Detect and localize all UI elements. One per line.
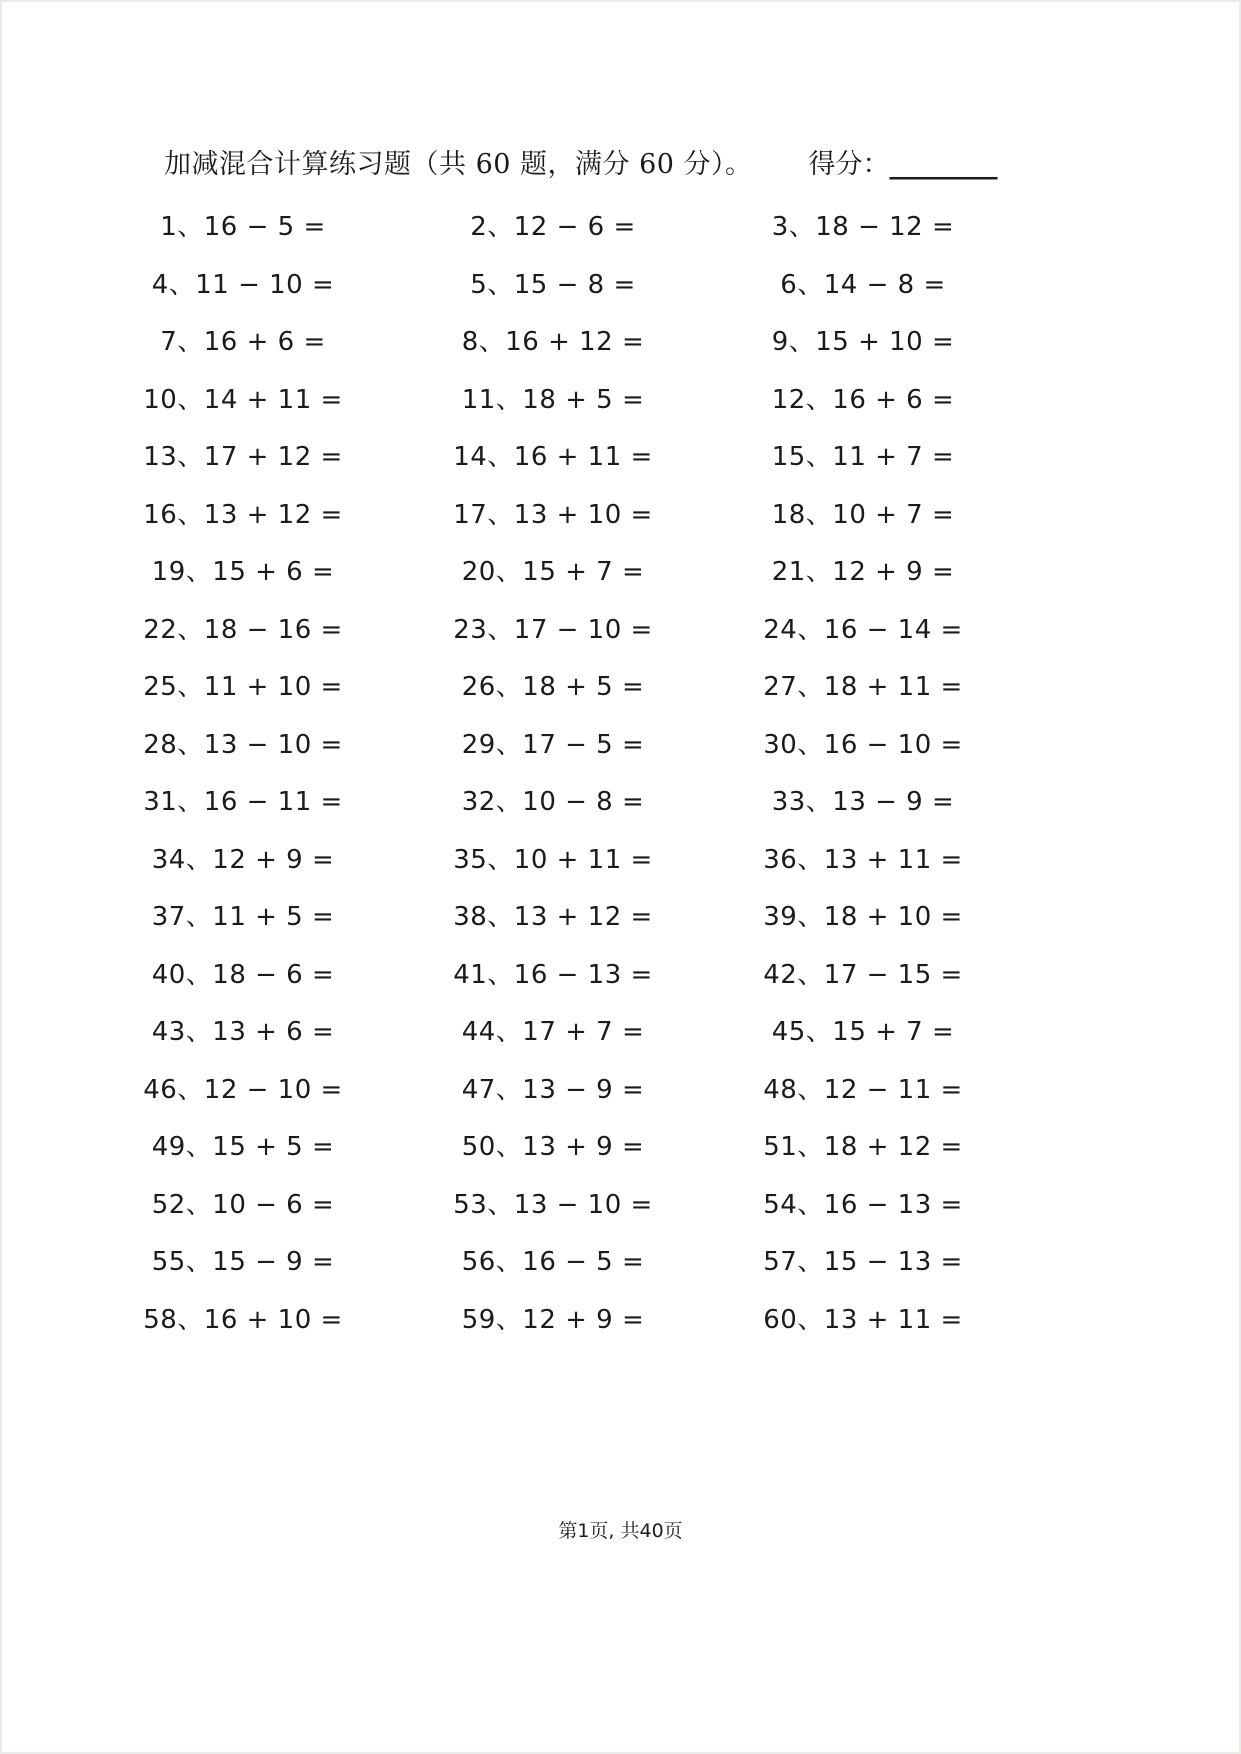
score-blank-line: ________ [889,149,998,180]
problem-item: 20、15 + 7 = [461,557,645,588]
problem-item: 2、12 − 6 = [470,212,636,243]
problem-item: 44、17 + 7 = [461,1017,645,1048]
problem-item: 52、10 − 6 = [151,1189,335,1220]
problem-item: 49、15 + 5 = [151,1132,335,1163]
page-number-footer: 第1页, 共40页 [558,1520,683,1542]
problem-item: 56、16 − 5 = [461,1247,645,1278]
problem-item: 48、12 − 11 = [763,1074,963,1105]
problem-item: 23、17 − 10 = [453,614,653,645]
problem-item: 9、15 + 10 = [771,327,955,358]
problem-item: 38、13 + 12 = [453,902,653,933]
problem-item: 6、14 − 8 = [780,269,946,300]
problem-item: 53、13 − 10 = [453,1189,653,1220]
problem-item: 29、17 − 5 = [461,729,645,760]
problem-item: 42、17 − 15 = [763,959,963,990]
problem-item: 28、13 − 10 = [143,729,343,760]
problem-item: 51、18 + 12 = [763,1132,963,1163]
problem-item: 11、18 + 5 = [461,384,645,415]
problem-item: 1、16 − 5 = [160,212,326,243]
problem-item: 12、16 + 6 = [771,384,955,415]
problem-item: 36、13 + 11 = [763,844,963,875]
problem-item: 57、15 − 13 = [763,1247,963,1278]
problem-item: 7、16 + 6 = [160,327,326,358]
worksheet-header [164,142,1131,181]
problem-item: 33、13 − 9 = [771,787,955,818]
problem-item: 41、16 − 13 = [453,959,653,990]
score-label: 得分： [808,149,890,180]
worksheet-title: 加减混合计算练习题（共 60 题，满分 60 分）。 [164,149,753,180]
problem-item: 27、18 + 11 = [763,672,963,703]
problem-item: 32、10 − 8 = [461,787,645,818]
problems-grid [88,196,1018,1346]
problem-item: 60、13 + 11 = [763,1304,963,1335]
problem-item: 5、15 − 8 = [470,269,636,300]
problem-item: 45、15 + 7 = [771,1017,955,1048]
problem-item: 26、18 + 5 = [461,672,645,703]
problem-item: 31、16 − 11 = [143,787,343,818]
problem-item: 58、16 + 10 = [143,1304,343,1335]
problem-item: 37、11 + 5 = [151,902,335,933]
problem-item: 50、13 + 9 = [461,1132,645,1163]
problem-item: 18、10 + 7 = [771,499,955,530]
problem-item: 19、15 + 6 = [151,557,335,588]
problem-item: 21、12 + 9 = [771,557,955,588]
problem-item: 54、16 − 13 = [763,1189,963,1220]
problem-item: 59、12 + 9 = [461,1304,645,1335]
problem-item: 3、18 − 12 = [771,212,955,243]
problem-item: 40、18 − 6 = [151,959,335,990]
problem-item: 43、13 + 6 = [151,1017,335,1048]
problem-item: 15、11 + 7 = [771,442,955,473]
problem-item: 30、16 − 10 = [763,729,963,760]
problem-item: 4、11 − 10 = [151,269,335,300]
problem-item: 39、18 + 10 = [763,902,963,933]
problem-item: 14、16 + 11 = [453,442,653,473]
problem-item: 35、10 + 11 = [453,844,653,875]
problem-item: 25、11 + 10 = [143,672,343,703]
problem-item: 55、15 − 9 = [151,1247,335,1278]
problem-item: 13、17 + 12 = [143,442,343,473]
problem-item: 22、18 − 16 = [143,614,343,645]
problem-item: 16、13 + 12 = [143,499,343,530]
problem-item: 17、13 + 10 = [453,499,653,530]
problem-item: 47、13 − 9 = [461,1074,645,1105]
problem-item: 24、16 − 14 = [763,614,963,645]
problem-item: 34、12 + 9 = [151,844,335,875]
problem-item: 10、14 + 11 = [143,384,343,415]
problem-item: 8、16 + 12 = [461,327,645,358]
problem-item: 46、12 − 10 = [143,1074,343,1105]
